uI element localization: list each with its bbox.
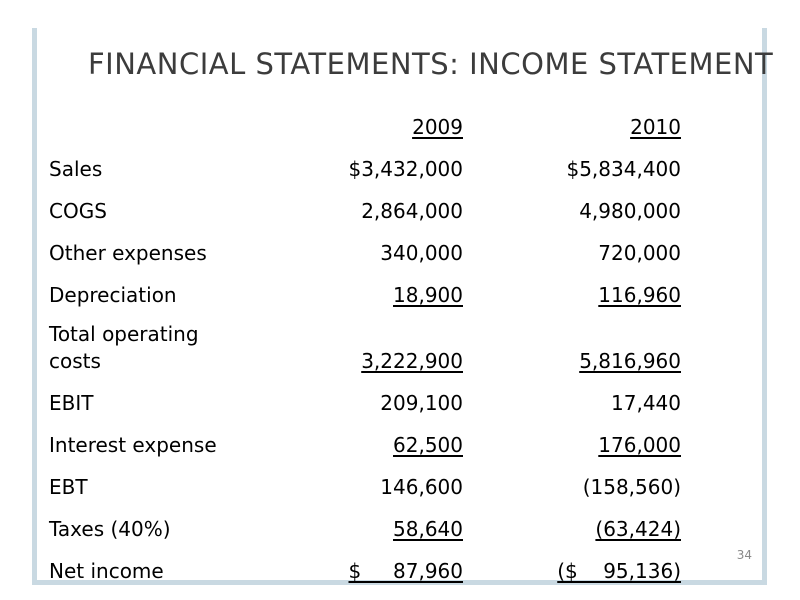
table-row-sales — [38, 146, 681, 188]
value-2009: $3,432,000 — [348, 157, 463, 181]
value-2009 — [256, 272, 463, 314]
value-2009 — [256, 314, 463, 380]
table-row-depreciation — [38, 272, 681, 314]
row-label: Taxes (40%) — [49, 517, 171, 541]
table-row-net-income — [38, 548, 681, 590]
value-2009-text: $ 87,960 — [348, 559, 463, 583]
value-2009: 2,864,000 — [361, 199, 463, 223]
value-2010 — [463, 314, 681, 380]
header-2009-text: 2009 — [412, 115, 463, 139]
value-2010-text: 5,816,960 — [579, 349, 681, 373]
row-label: Total operating costs — [49, 322, 199, 373]
header-2010-text: 2010 — [630, 115, 681, 139]
table-row-ebt — [38, 464, 681, 506]
header-2010 — [463, 104, 681, 146]
value-2010: 17,440 — [611, 391, 681, 415]
value-2009-text: 58,640 — [393, 517, 463, 541]
header-2009 — [256, 104, 463, 146]
income-statement-table — [38, 104, 681, 590]
table-header-row — [38, 104, 681, 146]
value-2010: $5,834,400 — [566, 157, 681, 181]
row-label: Sales — [49, 157, 103, 181]
row-label: EBT — [49, 475, 88, 499]
slide-title: FINANCIAL STATEMENTS: INCOME STATEMENT — [88, 47, 774, 81]
row-label: Net income — [49, 559, 164, 583]
slide-frame-right — [762, 28, 767, 580]
table-row-total-operating-costs — [38, 314, 681, 380]
table-row-interest-expense — [38, 422, 681, 464]
value-2010: 4,980,000 — [579, 199, 681, 223]
value-2009-text: 62,500 — [393, 433, 463, 457]
table-row-cogs — [38, 188, 681, 230]
row-label: EBIT — [49, 391, 94, 415]
row-label: Depreciation — [49, 283, 177, 307]
value-2010: (158,560) — [582, 475, 681, 499]
value-2010 — [463, 272, 681, 314]
table-row-ebit — [38, 380, 681, 422]
value-2010-text: ($ 95,136) — [557, 559, 681, 583]
slide-frame-left — [32, 28, 37, 580]
value-2010-text: (63,424) — [595, 517, 681, 541]
row-label: Other expenses — [49, 241, 207, 265]
table-row-other-expenses — [38, 230, 681, 272]
slide-number: 34 — [736, 548, 752, 562]
value-2009: 340,000 — [380, 241, 463, 265]
table-row-taxes — [38, 506, 681, 548]
value-2010 — [463, 548, 681, 590]
row-label: COGS — [49, 199, 107, 223]
value-2010: 720,000 — [598, 241, 681, 265]
header-label — [38, 104, 256, 146]
value-2009: 209,100 — [380, 391, 463, 415]
value-2010-text: 176,000 — [598, 433, 681, 457]
value-2009 — [256, 506, 463, 548]
value-2009: 146,600 — [380, 475, 463, 499]
value-2010-text: 116,960 — [598, 283, 681, 307]
value-2009-text: 3,222,900 — [361, 349, 463, 373]
row-label: Interest expense — [49, 433, 217, 457]
value-2009 — [256, 422, 463, 464]
value-2010 — [463, 422, 681, 464]
value-2010 — [463, 506, 681, 548]
value-2009 — [256, 548, 463, 590]
value-2009-text: 18,900 — [393, 283, 463, 307]
